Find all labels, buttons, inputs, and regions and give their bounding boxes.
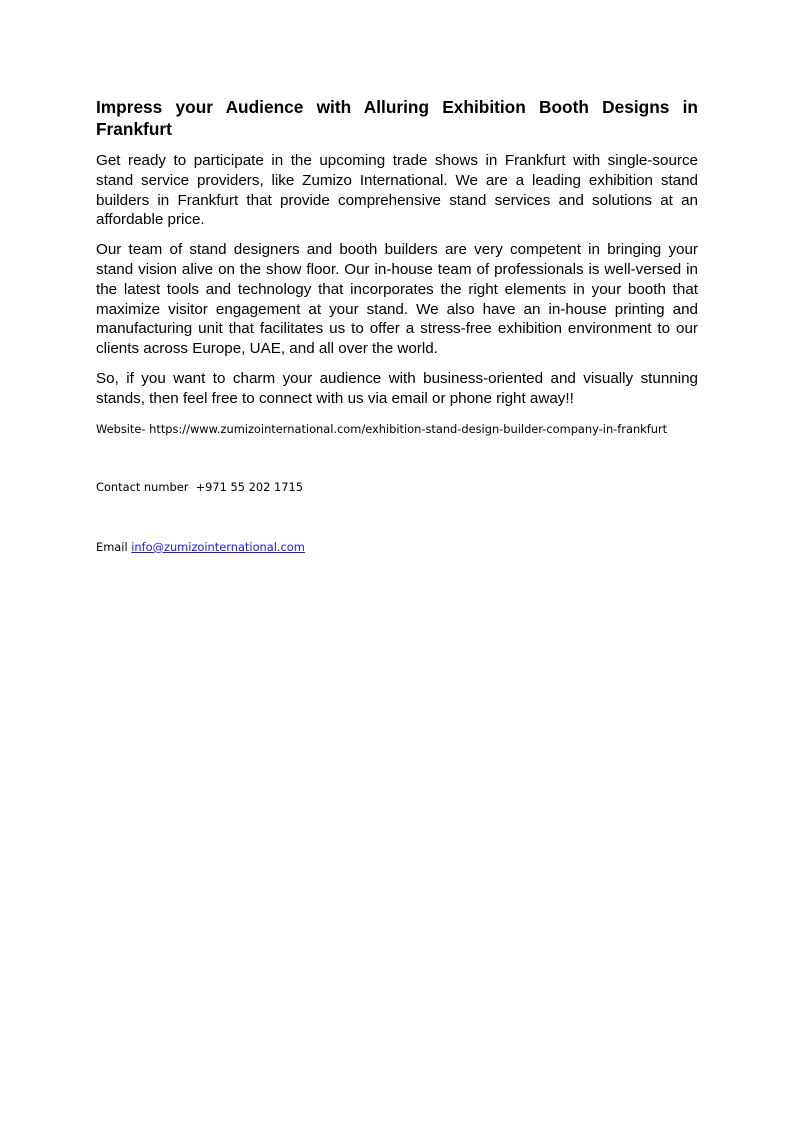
team-paragraph: Our team of stand designers and booth builders are very competent in bringing your stand vision alive on the show floor. Our in-house team of professionals is well-versed in the latest tools and technology that incorporates the right elements in your booth that maximize visitor engagement at your stand. We also have an in-house printing and manufacturing unit that facilitates us to offer a stress-free exhibition environment to our clients across Europe, UAE, and all over the world. [96, 241, 698, 358]
website-line [96, 419, 698, 440]
document-page [96, 96, 698, 558]
email-label: Email [96, 539, 132, 554]
website-label: Website- [96, 421, 150, 436]
email-link[interactable]: info@zumizointernational.com [131, 539, 305, 554]
intro-paragraph: Get ready to participate in the upcoming trade shows in Frankfurt with single-source stand service providers, like Zumizo International. We are a leading exhibition stand builders in Frankfurt that provide comprehensive stand services and solutions at an affordable price. [96, 152, 698, 229]
call-to-action-paragraph: So, if you want to charm your audience with business-oriented and visually stunning stands, then feel free to connect with us via email or phone right away!! [96, 369, 698, 407]
contact-label: Contact number [96, 479, 196, 494]
website-url: https://www.zumizointernational.com/exhibition-stand-design-builder-company-in-frankfurt [149, 421, 668, 436]
page-title: Impress your Audience with Alluring Exhibition Booth Designs in Frankfurt [96, 97, 698, 139]
contact-line [96, 477, 698, 498]
contact-number: +971 55 202 1715 [195, 479, 304, 494]
email-line [96, 537, 698, 558]
